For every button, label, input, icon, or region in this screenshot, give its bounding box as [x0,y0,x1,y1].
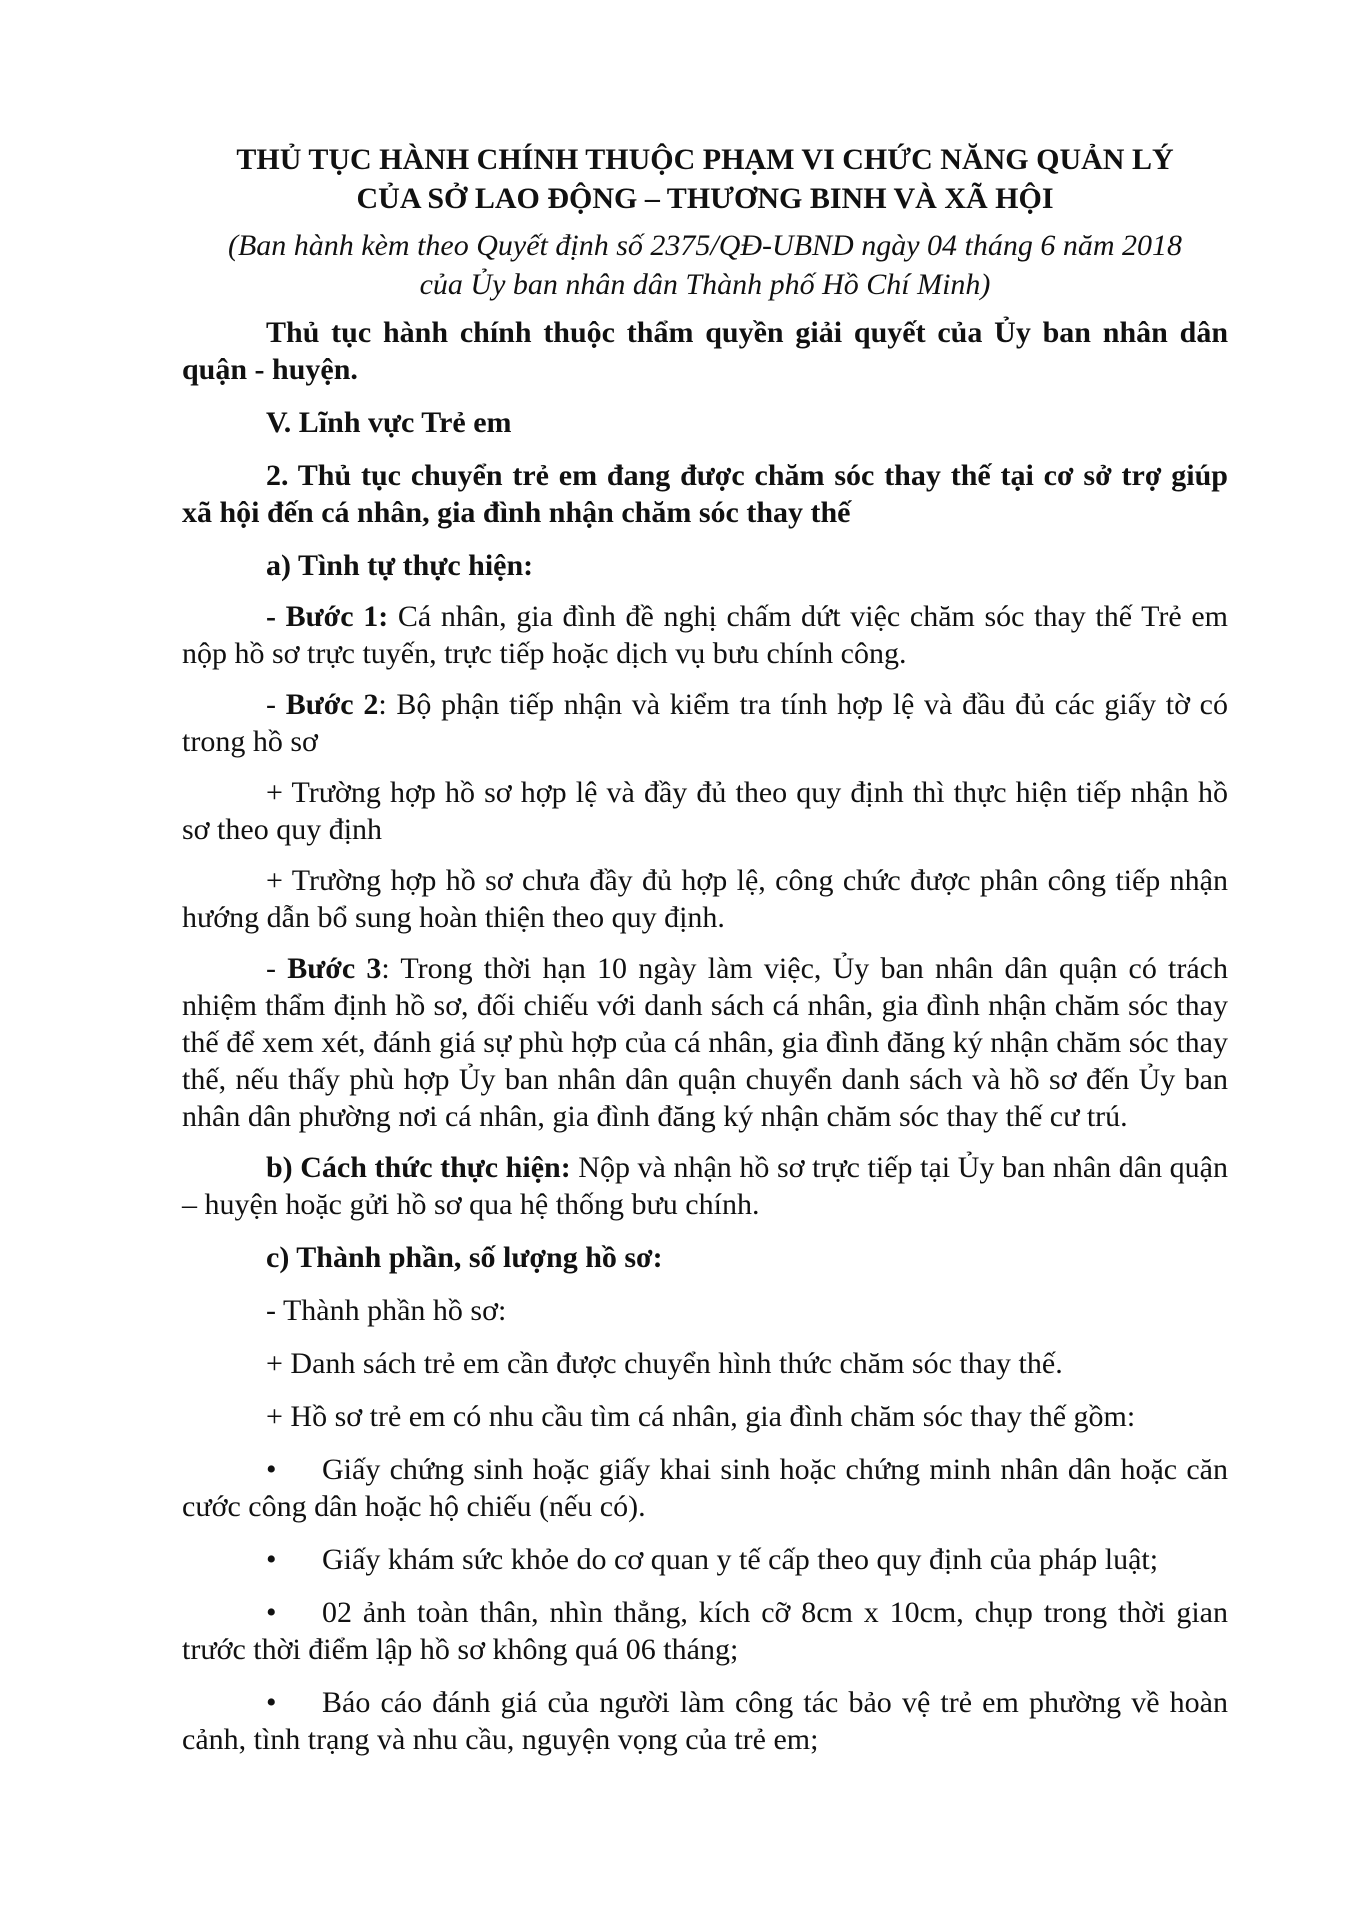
step-2-case-2: + Trường hợp hồ sơ chưa đầy đủ hợp lệ, công chức được phân công tiếp nhận hướng dẫn bổ sung hoàn thiện theo quy định. [182,864,1228,934]
step-2-label: Bước 2 [285,688,379,721]
heading-b [182,1149,1228,1223]
heading-b-label: b) Cách thức thực hiện: [266,1151,571,1184]
bullet-icon: • [266,1453,277,1486]
bullet-text: Giấy khám sức khỏe do cơ quan y tế cấp theo quy định của pháp luật; [322,1543,1159,1576]
step-3 [182,950,1228,1135]
procedure-title: 2. Thủ tục chuyển trẻ em đang được chăm sóc thay thế tại cơ sở trợ giúp xã hội đến cá nhân, gia đình nhận chăm sóc thay thế [182,459,1228,529]
bullet-text: 02 ảnh toàn thân, nhìn thẳng, kích cỡ 8cm x 10cm, chụp trong thời gian trước thời điểm lập hồ sơ không quá 06 tháng; [182,1596,1228,1666]
bullet-icon: • [266,1596,277,1629]
bullet-icon: • [266,1543,277,1576]
component-2: + Hồ sơ trẻ em có nhu cầu tìm cá nhân, gia đình chăm sóc thay thế gồm: [266,1400,1136,1433]
bullet-icon: • [266,1686,277,1719]
document-subtitle [182,226,1228,304]
step-3-prefix: - [266,952,288,985]
title-line-1: THỦ TỤC HÀNH CHÍNH THUỘC PHẠM VI CHỨC NĂNG QUẢN LÝ [236,143,1174,176]
subtitle-line-1: (Ban hành kèm theo Quyết định số 2375/QĐ-UBND ngày 04 tháng 6 năm 2018 [227,229,1183,262]
components-label: - Thành phần hồ sơ: [266,1294,507,1327]
component-1: + Danh sách trẻ em cần được chuyển hình thức chăm sóc thay thế. [266,1347,1063,1380]
bullet-item [182,1684,1228,1758]
step-2-prefix: - [266,688,286,721]
heading-b-text: Nộp và nhận hồ sơ trực tiếp tại Ủy ban nhân dân quận – huyện hoặc gửi hồ sơ qua hệ thống bưu chính. [182,1151,1228,1221]
document-title [182,140,1228,218]
bullet-text: Giấy chứng sinh hoặc giấy khai sinh hoặc chứng minh nhân dân hoặc căn cước công dân hoặc hộ chiếu (nếu có). [182,1453,1228,1523]
step-2 [182,686,1228,760]
step-1-text: Cá nhân, gia đình đề nghị chấm dứt việc chăm sóc thay thế Trẻ em nộp hồ sơ trực tuyến, trực tiếp hoặc dịch vụ bưu chính công. [182,600,1229,670]
bullet-text: Báo cáo đánh giá của người làm công tác bảo vệ trẻ em phường về hoàn cảnh, tình trạng và nhu cầu, nguyện vọng của trẻ em; [182,1686,1228,1756]
step-3-label: Bước 3 [287,952,382,985]
heading-c: c) Thành phần, số lượng hồ sơ: [266,1241,663,1274]
step-3-text: : Trong thời hạn 10 ngày làm việc, Ủy ban nhân dân quận có trách nhiệm thẩm định hồ sơ, đối chiếu với danh sách cá nhân, gia đình nhận chăm sóc thay thế để xem xét, đánh giá sự phù hợp của cá nhân, gia đình đăng ký nhận chăm sóc thay thế, nếu thấy phù hợp Ủy ban nhân dân quận chuyển danh sách và hồ sơ đến Ủy ban nhân dân phường nơi cá nhân, gia đình đăng ký nhận chăm sóc thay thế cư trú. [182,952,1228,1133]
step-1 [182,598,1228,672]
intro-heading: Thủ tục hành chính thuộc thẩm quyền giải quyết của Ủy ban nhân dân quận - huyện. [182,316,1228,386]
section-heading: V. Lĩnh vực Trẻ em [266,406,512,439]
bullet-item [182,1541,1228,1578]
step-1-prefix: - [266,600,286,633]
step-1-label: Bước 1: [285,600,389,633]
bullet-item [182,1594,1228,1668]
step-2-text: : Bộ phận tiếp nhận và kiểm tra tính hợp lệ và đầu đủ các giấy tờ có trong hồ sơ [182,688,1228,758]
subtitle-line-2: của Ủy ban nhân dân Thành phố Hồ Chí Minh) [419,268,991,301]
step-2-case-1: + Trường hợp hồ sơ hợp lệ và đầy đủ theo quy định thì thực hiện tiếp nhận hồ sơ theo quy định [182,776,1228,846]
bullet-item [182,1451,1228,1525]
heading-a: a) Tình tự thực hiện: [266,549,534,582]
title-line-2: CỦA SỞ LAO ĐỘNG – THƯƠNG BINH VÀ XÃ HỘI [356,182,1054,215]
